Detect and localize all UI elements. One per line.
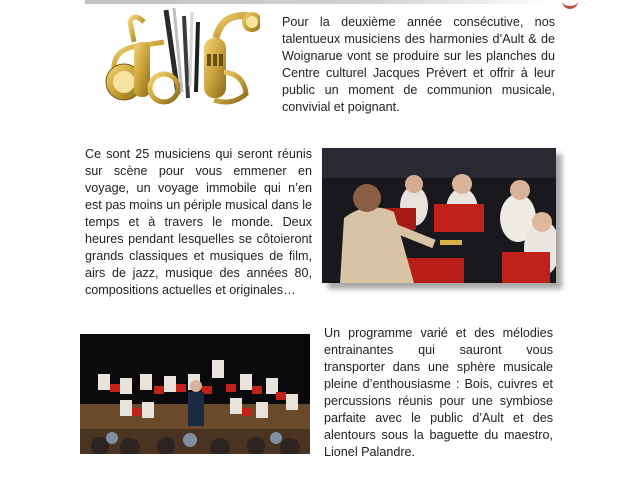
programme-paragraph: Un programme varié et des mélodies entrainantes qui sauront vous transporter dans une sphère musicale pleine d’enthousiasme : Bois, cuivres et percussions réunis pour une symbiose parfaite avec le public d’Ault et des alentours sous la baguette du maestro, Lionel Palandre. <box>324 326 553 459</box>
voyage-paragraph: Ce sont 25 musiciens qui seront réunis sur scène pour vous emmener en voyage, un voyage immobile qui n’en est pas moins un périple musical dans le temps et à travers le monde. Deux heures pendant lesquelles se côtoieront grands classiques et musiques de film, airs de jazz, musique des années 80, compositions actuelles et originales… <box>85 147 312 297</box>
instruments-illustration <box>104 2 260 110</box>
decorative-corner-mark <box>562 0 578 9</box>
orchestra-stage-photo <box>80 334 310 454</box>
intro-paragraph: Pour la deuxième année consécutive, nos talentueux musiciens des harmonies d’Ault & de Woignarue vont se produire sur les planches du Centre culturel Jacques Prévert et offrir à leur public un moment de communion musicale, convivial et poignant. <box>282 15 555 114</box>
orchestra-closeup-photo <box>322 148 556 283</box>
